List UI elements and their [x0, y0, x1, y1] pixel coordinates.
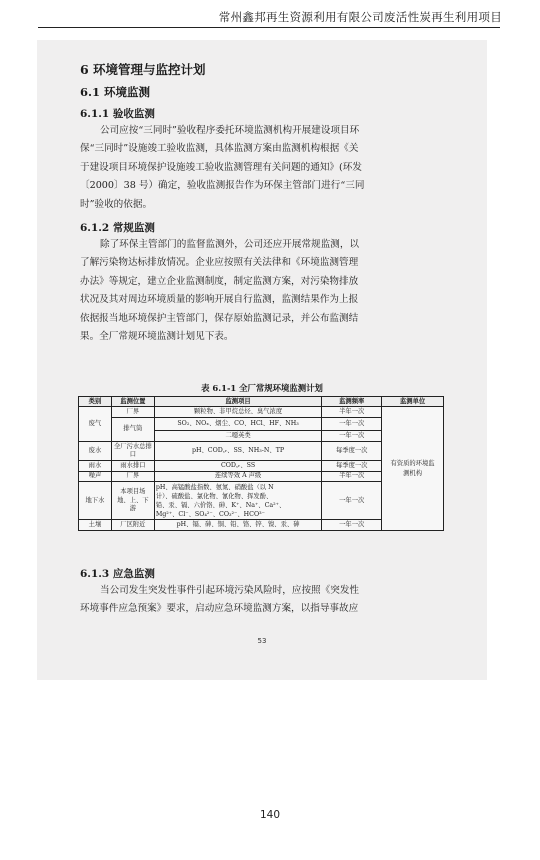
cell-frequency: 半年一次 [322, 407, 382, 417]
cell-location: 全厂污水总排口 [111, 441, 154, 461]
table-header-row [79, 397, 444, 407]
section-heading-6-1-1: 6.1.1 验收监测 [80, 108, 155, 120]
col-header-item: 监测项目 [154, 397, 322, 407]
page-header-title: 常州鑫邦再生资源利用有限公司废活性炭再生利用项目 [218, 10, 502, 24]
cell-category-rain: 雨水 [79, 461, 112, 471]
cell-category-water: 废水 [79, 441, 112, 461]
paragraph-acceptance-monitoring: 公司应按“三同时”验收程序委托环境监测机构开展建设项目环 保“三同时”设施竣工验收监测，具体监测方案由监测机构根据《关 于建设项目环境保护设施竣工验收监测管理有关问题的通知》(环发 〔2000〕38 号）确定，验收监测报告作为环保主管部门进行“三同 时”验收的依据。 [80, 125, 365, 210]
table-caption: 表 6.1-1 全厂常规环境监测计划 [201, 383, 323, 393]
col-header-frequency: 监测频率 [322, 397, 382, 407]
cell-item: pH、镉、砷、铜、铅、铬、锌、镍、汞、砷 [154, 520, 322, 530]
cell-location: 厂界 [111, 407, 154, 417]
cell-item: 颗粒物、非甲烷总烃、臭气浓度 [154, 407, 322, 417]
col-header-category: 类别 [79, 397, 112, 407]
cell-frequency: 半年一次 [322, 471, 382, 481]
paragraph-emergency-monitoring: 当公司发生突发性事件引起环境污染风险时，应按照《突发性 环境事件应急预案》要求，启动应急环境监测方案，以指导事故应 [80, 585, 360, 615]
col-header-unit: 监测单位 [382, 397, 444, 407]
cell-item: 连续等效 A 声级 [154, 471, 322, 481]
inner-page-number: 53 [257, 637, 267, 645]
cell-category-groundwater: 地下水 [79, 482, 112, 520]
cell-category-noise: 噪声 [79, 471, 112, 481]
cell-monitoring-unit: 有资质的环境监测机构 [382, 407, 444, 530]
cell-frequency: 每季度一次 [322, 461, 382, 471]
cell-item: 二噁英类 [154, 431, 322, 441]
cell-item: COD꜀ᵣ、SS [154, 461, 322, 471]
monitoring-plan-table [78, 396, 444, 531]
cell-frequency: 一年一次 [322, 431, 382, 441]
cell-location: 厂区附近 [111, 520, 154, 530]
cell-frequency: 一年一次 [322, 482, 382, 520]
cell-item: pH、COD꜀ᵣ、SS、NH₃-N、TP [154, 441, 322, 461]
cell-frequency: 一年一次 [322, 417, 382, 430]
scanned-page [37, 40, 487, 680]
cell-category-soil: 土壤 [79, 520, 112, 530]
section-heading-6-1-2: 6.1.2 常规监测 [80, 222, 155, 234]
cell-location: 雨水排口 [111, 461, 154, 471]
col-header-location: 监测位置 [111, 397, 154, 407]
cell-location: 排气筒 [111, 417, 154, 441]
cell-category-gas: 废气 [79, 407, 112, 441]
table-row [79, 407, 444, 417]
section-heading-6-1: 6.1 环境监测 [80, 85, 151, 99]
section-heading-6-1-3: 6.1.3 应急监测 [80, 568, 155, 580]
page-number: 140 [259, 809, 281, 821]
section-heading-6: 6 环境管理与监控计划 [80, 62, 206, 77]
cell-item: SO₂、NOₓ、烟尘、CO、HCl、HF、NH₃ [154, 417, 322, 430]
cell-location: 厂界 [111, 471, 154, 481]
cell-item: pH、高锰酸盐指数、氨氮、硝酸盐（以 N 计）、硫酸盐、氯化物、氰化物、挥发酚、 铅、汞、镉、六价铬、砷、K⁺、Na⁺、Ca²⁺、 Mg²⁺、Cl⁻、SO₄²⁻、CO₃²⁻、HCO³⁻ [154, 482, 322, 520]
cell-frequency: 一年一次 [322, 520, 382, 530]
cell-frequency: 每季度一次 [322, 441, 382, 461]
paragraph-routine-monitoring: 除了环保主管部门的监督监测外，公司还应开展常规监测，以 了解污染物达标排放情况。企业应按照有关法律和《环境监测管理 办法》等规定，建立企业监测制度，制定监测方案，对污染物排放 状况及其对周边环境质量的影响开展自行监测，监测结果作为上报 依据报当地环境保护主管部门，保存原始监测记录，并公布监测结 果。全厂常规环境监测计划见下表。 [80, 239, 360, 343]
cell-location: 本项目场地、上、下游 [111, 482, 154, 520]
